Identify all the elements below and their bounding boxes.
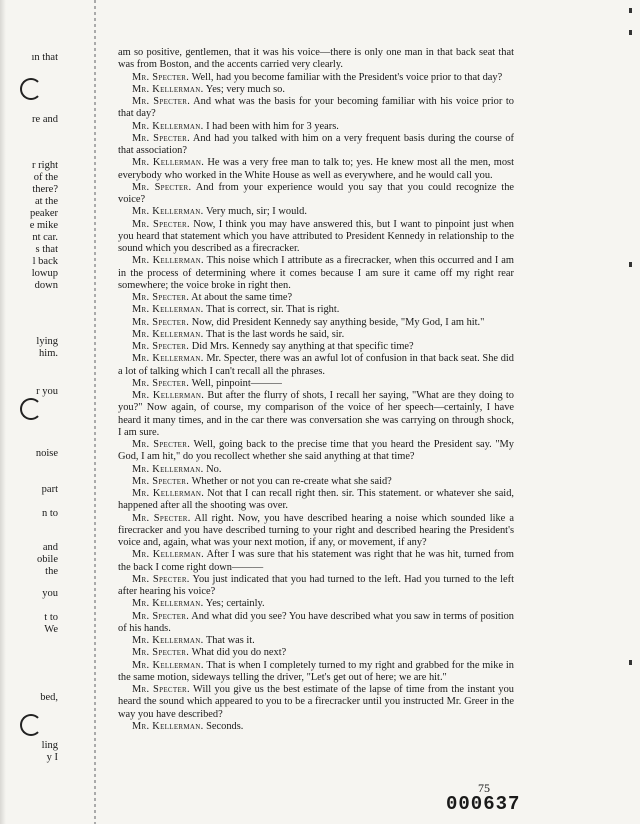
speech-text: That is the last words he said, sir. [205, 328, 345, 340]
document-stamp-number: 000637 [446, 793, 521, 815]
speech-text: But after the flurry of shots, I recall her saying, "What are they doing to you?" Now again, of course, my comparison of the voice of her speech—certainly, I have heard it many times, and in the car there was conversation she was carrying on through shock, I am sure. [118, 390, 514, 438]
margin-text-fragment: s that [35, 244, 58, 255]
transcript-paragraph [118, 255, 514, 292]
speaker-name: Mr. Specter. [132, 439, 191, 450]
adjacent-page-margin [0, 0, 78, 824]
speaker-name: Mr. Kellerman. [132, 304, 204, 316]
transcript-paragraph [118, 96, 514, 121]
binder-hole-icon [20, 398, 42, 420]
speech-text: Well, had you become familiar with the President's voice prior to that day? [191, 71, 503, 83]
transcript-paragraph [118, 647, 514, 659]
margin-text-fragment: and [42, 542, 58, 553]
transcript-paragraph [118, 598, 514, 610]
speech-text: And from your experience would you say that you could recognize the voice? [118, 181, 515, 205]
margin-text-fragment: noise [35, 448, 58, 459]
speech-text: Not that I can recall right then. sir. This statement. or whatever she said, happened after all the shooting was over. [118, 488, 514, 512]
binder-hole-icon [20, 78, 42, 100]
transcript-paragraph [118, 488, 514, 513]
speech-text: Yes; certainly. [205, 598, 265, 610]
transcript-paragraph [118, 660, 514, 685]
speech-text: All right. Now, you have described hearing a noise which sounded like a firecracker and you have described turning to your right and described hearing the President's voice and, again, what was your next motion, if any, or movement, if any? [118, 512, 514, 548]
speaker-name: Mr. Specter. [132, 377, 190, 389]
transcript-paragraph [118, 84, 514, 96]
speaker-name: Mr. Specter. [132, 512, 191, 524]
transcript-paragraph [118, 329, 514, 341]
speech-text: Well, going back to the precise time that you heard the President say. "My God, I am hit," do you recollect whether she said anything at that time? [118, 439, 514, 463]
speaker-name: Mr. Specter. [132, 71, 190, 83]
binder-hole-icon [20, 714, 42, 736]
right-page-edge [618, 0, 640, 824]
transcript-paragraph [118, 47, 514, 72]
speech-text: Seconds. [206, 720, 244, 732]
speech-text: That is when I completely turned to my right and grabbed for the mike in the same motion, sideways telling the driver, "Let's get out of here; we are hit." [118, 659, 514, 683]
margin-text-fragment: the [45, 566, 58, 577]
speaker-name: Mr. Specter. [132, 573, 190, 585]
speaker-name: Mr. Kellerman. [132, 598, 204, 610]
transcript-paragraph [118, 219, 514, 256]
margin-text-fragment: you [42, 588, 58, 599]
speaker-name: Mr. Kellerman. [132, 206, 204, 218]
speech-text: I had been with him for 3 years. [206, 120, 339, 132]
speech-text: What did you do next? [191, 647, 287, 659]
speaker-name: Mr. Specter. [132, 316, 190, 328]
transcript-paragraph [118, 439, 514, 464]
speech-text: And what did you see? You have described what you saw in terms of position of his hands. [118, 610, 514, 634]
margin-text-fragment: there? [32, 184, 58, 195]
speech-text: Whether or not you can re-create what she said? [191, 475, 392, 487]
margin-text-fragment: part [41, 484, 58, 495]
testimony-transcript [118, 47, 514, 733]
margin-text-fragment: ın that [31, 52, 58, 63]
margin-text-fragment: peaker [30, 208, 58, 219]
margin-text-fragment: r you [36, 386, 58, 397]
speaker-name: Mr. Kellerman. [132, 328, 204, 340]
edge-mark [629, 660, 632, 665]
speech-text: Did Mrs. Kennedy say anything at that specific time? [191, 341, 414, 352]
transcript-paragraph [118, 317, 514, 329]
speech-text: Well, pinpoint——— [191, 377, 282, 389]
speech-text: You just indicated that you had turned to the left. Had you turned to the left after hearing his voice? [118, 573, 515, 597]
speaker-name: Mr. Specter. [132, 181, 192, 193]
speech-text: And had you talked with him on a very frequent basis during the course of that association? [118, 132, 514, 156]
margin-text-fragment: l back [32, 256, 58, 267]
transcript-paragraph [118, 464, 514, 476]
page-fold-shadow [94, 0, 96, 824]
transcript-paragraph [118, 133, 514, 158]
transcript-paragraph [118, 341, 514, 353]
transcript-paragraph [118, 513, 514, 550]
transcript-paragraph [118, 390, 514, 439]
speech-text: No. [206, 463, 222, 475]
margin-text-fragment: of the [33, 172, 58, 183]
speaker-name: Mr. Kellerman. [132, 720, 204, 732]
margin-text-fragment: obile [37, 554, 58, 565]
transcript-paragraph [118, 353, 514, 378]
transcript-paragraph [118, 378, 514, 390]
transcript-paragraph [118, 684, 514, 721]
margin-text-fragment: lowup [31, 268, 58, 279]
margin-text-fragment: nt car. [32, 232, 58, 243]
transcript-paragraph [118, 182, 514, 207]
transcript-paragraph [118, 476, 514, 488]
transcript-paragraph [118, 206, 514, 218]
margin-text-fragment: re and [32, 114, 58, 125]
speaker-name: Mr. Specter. [132, 341, 190, 352]
margin-text-fragment: at the [34, 196, 58, 207]
margin-text-fragment: t to [44, 612, 58, 623]
speech-text: Very much, sir; I would. [205, 206, 307, 218]
speaker-name: Mr. Kellerman. [132, 157, 205, 169]
transcript-paragraph [118, 304, 514, 316]
speech-text: This noise which I attribute as a firecracker, when this occurred and I am in the process of determining where it comes because I am sure it came off my right rear somewhere; the voice broke in right then. [118, 255, 514, 291]
speech-text: He was a very free man to talk to; yes. He knew most all the men, most everybody who worked in the White House as well as everywhere, and he would call you. [118, 157, 514, 181]
transcript-paragraph [118, 292, 514, 304]
speaker-name: Mr. Specter. [132, 218, 190, 230]
edge-mark [629, 30, 632, 35]
speech-text: That was it. [205, 635, 255, 646]
speaker-name: Mr. Kellerman. [132, 488, 205, 499]
transcript-paragraph [118, 157, 514, 182]
speaker-name: Mr. Kellerman. [132, 659, 204, 671]
margin-text-fragment: e mike [29, 220, 58, 231]
speaker-name: Mr. Kellerman. [132, 390, 205, 401]
speaker-name: Mr. Kellerman. [132, 353, 204, 365]
speaker-name: Mr. Kellerman. [132, 635, 204, 646]
speaker-name: Mr. Kellerman. [132, 120, 204, 132]
speaker-name: Mr. Specter. [132, 96, 191, 107]
speaker-name: Mr. Specter. [132, 647, 190, 659]
transcript-paragraph [118, 611, 514, 636]
speech-text: That is correct, sir. That is right. [205, 304, 340, 316]
speech-text: And what was the basis for your becoming familiar with his voice prior to that day? [118, 96, 515, 120]
speech-text: After I was sure that his statement was right that he was hit, turned from the back I come right down——— [118, 549, 514, 573]
speech-text: Now, I think you may have answered this, but I want to pinpoint just when you heard that statement which you have attributed to President Kennedy in relationship to the sound which you described as a firecracker. [118, 218, 515, 254]
speech-text: Will you give us the best estimate of the lapse of time from the instant you heard the sound which appeared to you to be a firecracker until you instructed Mr. Greer in the way you have described? [118, 684, 514, 720]
speaker-name: Mr. Kellerman. [132, 463, 204, 475]
edge-mark [629, 8, 632, 13]
speech-text: Yes; very much so. [205, 83, 285, 95]
transcript-paragraph [118, 574, 514, 599]
speaker-name: Mr. Specter. [132, 292, 190, 303]
speech-text: Now, did President Kennedy say anything beside, "My God, I am hit." [191, 316, 485, 328]
margin-text-fragment: bed, [40, 692, 58, 703]
speaker-name: Mr. Specter. [132, 475, 190, 487]
margin-text-fragment: r right [32, 160, 58, 171]
speaker-name: Mr. Specter. [132, 684, 190, 695]
transcript-paragraph [118, 549, 514, 574]
margin-text-fragment: ling [41, 740, 58, 751]
speaker-name: Mr. Kellerman. [132, 255, 204, 267]
transcript-paragraph [118, 635, 514, 647]
speech-text: At about the same time? [191, 292, 293, 303]
margin-text-fragment: y I [46, 752, 58, 763]
transcript-paragraph [118, 121, 514, 133]
edge-mark [629, 262, 632, 267]
margin-text-fragment: n to [41, 508, 58, 519]
speaker-name: Mr. Specter. [132, 610, 190, 622]
page-number: 75 [478, 781, 490, 795]
transcript-paragraph [118, 721, 514, 733]
margin-text-fragment: down [34, 280, 58, 291]
speech-text: Mr. Specter, there was an awful lot of confusion in that back seat. She did a lot of talking which I can't recall all the phrases. [118, 353, 514, 377]
margin-text-fragment: him. [39, 348, 58, 359]
margin-text-fragment: lying [36, 336, 58, 347]
margin-text-fragment: We [44, 624, 58, 635]
speaker-name: Mr. Kellerman. [132, 83, 204, 95]
transcript-paragraph [118, 72, 514, 84]
speaker-name: Mr. Kellerman. [132, 549, 205, 561]
speaker-name: Mr. Specter. [132, 132, 190, 144]
speech-text: am so positive, gentlemen, that it was his voice—there is only one man in that back seat that was from Boston, and the accents carried very clearly. [118, 47, 514, 71]
